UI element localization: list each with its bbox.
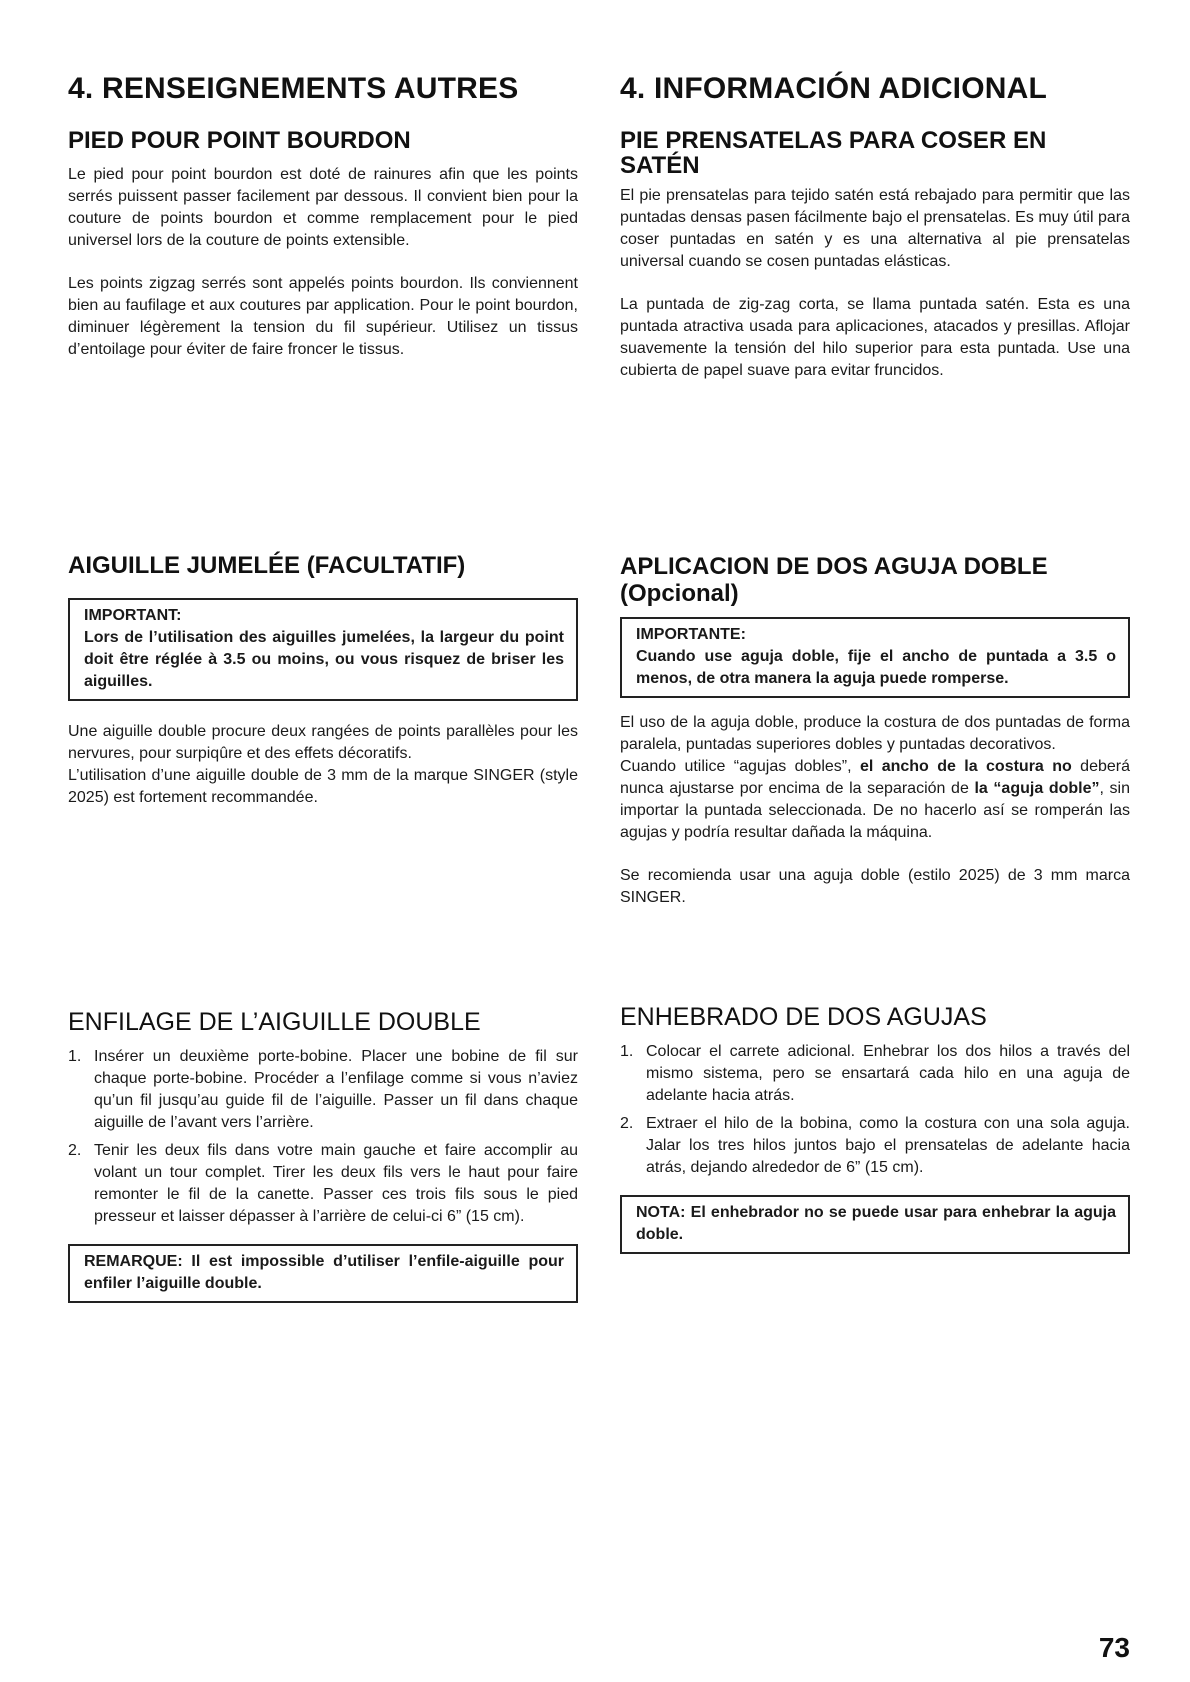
important-box-es [620, 617, 1130, 698]
list-item [620, 1113, 1130, 1179]
list-item [68, 1046, 578, 1134]
twin-para1-es: El uso de la aguja doble, produce la costura de dos puntadas de forma paralela, puntadas superiores dobles y puntadas decorativos. [620, 714, 1130, 753]
twin-heading-fr: AIGUILLE JUMELÉE (FACULTATIF) [68, 552, 466, 579]
list-item [68, 1140, 578, 1228]
twin-para3-es: Se recomienda usar una aguja doble (estilo 2025) de 3 mm marca SINGER. [620, 867, 1130, 906]
note-box-es [620, 1195, 1130, 1254]
para2-part-a: Cuando utilice “agujas dobles”, [620, 758, 852, 775]
threading-section-es [620, 1003, 1130, 1254]
satin-para1-fr: Le pied pour point bourdon est doté de rainures afin que les points serrés puissent passer facilement par dessous. Il convient bien pour la couture de points bourdon et comme remplacement pour le pied universel lors de la couture de points extensible. [68, 166, 578, 249]
satin-para2-es: La puntada de zig-zag corta, se llama puntada satén. Esta es una puntada atractiva usada para aplicaciones, atacados y presillas. Aflojar suavemente la tensión del hilo superior para esta puntada. Use una cubierta de papel suave para evitar fruncidos. [620, 296, 1130, 379]
threading-steps-es [620, 1041, 1130, 1179]
step-number: 2. [68, 1142, 82, 1159]
step-number: 2. [620, 1115, 634, 1132]
step-text: Colocar el carrete adicional. Enhebrar los dos hilos a través del mismo sistema, pero se ensartará cada hilo en una aguja de adelante hacia atrás. [646, 1043, 1130, 1104]
para2-part-e: , sin importar la puntada seleccionada. De no hacerlo así se romperán las agujas y podría resultar dañada la máquina. [620, 780, 1131, 841]
satin-heading-es: PIE PRENSATELAS PARA COSER EN SATÉN [620, 127, 1047, 179]
satin-para1-es: El pie prensatelas para tejido satén está rebajado para permitir que las puntadas densas pasen fácilmente bajo el prensatelas. Es muy útil para coser puntadas en satén y es una alternativa al pie prensatelas universal cuando se cosen puntadas elásticas. [620, 187, 1130, 270]
satin-section-fr [68, 72, 578, 361]
satin-para2-fr: Les points zigzag serrés sont appelés points bourdon. Ils conviennent bien au faufilage et aux coutures par application. Pour le point bourdon, diminuer légèrement la tension du fil supérieur. Utilisez un tissus d’entoilage pour éviter de faire froncer le tissus. [68, 275, 578, 358]
para2-part-c: deberá nunca ajustarse por encima de la separación de [620, 758, 1130, 797]
main-title-fr: 4. RENSEIGNEMENTS AUTRES [68, 72, 519, 105]
threading-section-fr [68, 1008, 578, 1303]
threading-heading-fr: ENFILAGE DE L’AIGUILLE DOUBLE [68, 1008, 481, 1036]
list-item [620, 1041, 1130, 1107]
note-box-fr [68, 1244, 578, 1303]
twin-para1-fr: Une aiguille double procure deux rangées de points parallèles pour les nervures, pour surpiqûre et des effets décoratifs. [68, 723, 578, 762]
main-title-es: 4. INFORMACIÓN ADICIONAL [620, 72, 1048, 105]
important-box-fr [68, 598, 578, 701]
note-text-fr: REMARQUE: Il est impossible d’utiliser l’enfile-aiguille pour enfiler l’aiguille double. [84, 1253, 564, 1292]
twin-section-fr [68, 553, 578, 809]
twin-section-es [620, 553, 1130, 909]
step-text: Extraer el hilo de la bobina, como la costura con una sola aguja. Jalar los tres hilos juntos bajo el prensatelas de adelante hacia atrás, dejando alrededor de 6” (15 cm). [646, 1115, 1130, 1176]
note-text-es: NOTA: El enhebrador no se puede usar para enhebrar la aguja doble. [636, 1204, 1116, 1243]
step-number: 1. [620, 1043, 634, 1060]
important-body-es: Cuando use aguja doble, fije el ancho de puntada a 3.5 o menos, de otra manera la aguja puede romperse. [636, 648, 1116, 687]
important-title-es: IMPORTANTE: [636, 626, 746, 643]
satin-section-es [620, 72, 1130, 382]
step-text: Tenir les deux fils dans votre main gauche et faire accomplir au volant un tour complet. Tirer les deux fils vers le haut pour faire remonter le fil de la canette. Passer ces trois fils sous le pied presseur et laisser dépasser à l’arrière de celui-ci 6” (15 cm). [94, 1142, 578, 1225]
satin-heading-fr: PIED POUR POINT BOURDON [68, 127, 411, 154]
important-title-fr: IMPORTANT: [84, 607, 182, 624]
threading-steps-fr [68, 1046, 578, 1228]
threading-heading-es: ENHEBRADO DE DOS AGUJAS [620, 1003, 987, 1031]
step-text: Insérer un deuxième porte-bobine. Placer une bobine de fil sur chaque porte-bobine. Procéder a l’enfilage comme si vous n’aviez qu’un fil jusqu’au guide fil de l’aiguille. Passer un fil dans chaque aiguille de l’avant vers l’arrière. [94, 1048, 578, 1131]
page-number: 73 [1098, 1632, 1130, 1663]
step-number: 1. [68, 1048, 82, 1065]
twin-para2-fr: L’utilisation d’une aiguille double de 3 mm de la marque SINGER (style 2025) est fortement recommandée. [68, 767, 578, 806]
twin-heading-es: APLICACION DE DOS AGUJA DOBLE (Opcional) [620, 553, 1048, 607]
para2-part-b: el ancho de la costura no [859, 758, 1072, 775]
para2-part-d: la “aguja doble” [974, 780, 1100, 797]
twin-para2-es [620, 756, 1130, 844]
important-body-fr: Lors de l’utilisation des aiguilles jumelées, la largeur du point doit être réglée à 3.5 ou moins, ou vous risquez de briser les aiguilles. [84, 629, 564, 690]
